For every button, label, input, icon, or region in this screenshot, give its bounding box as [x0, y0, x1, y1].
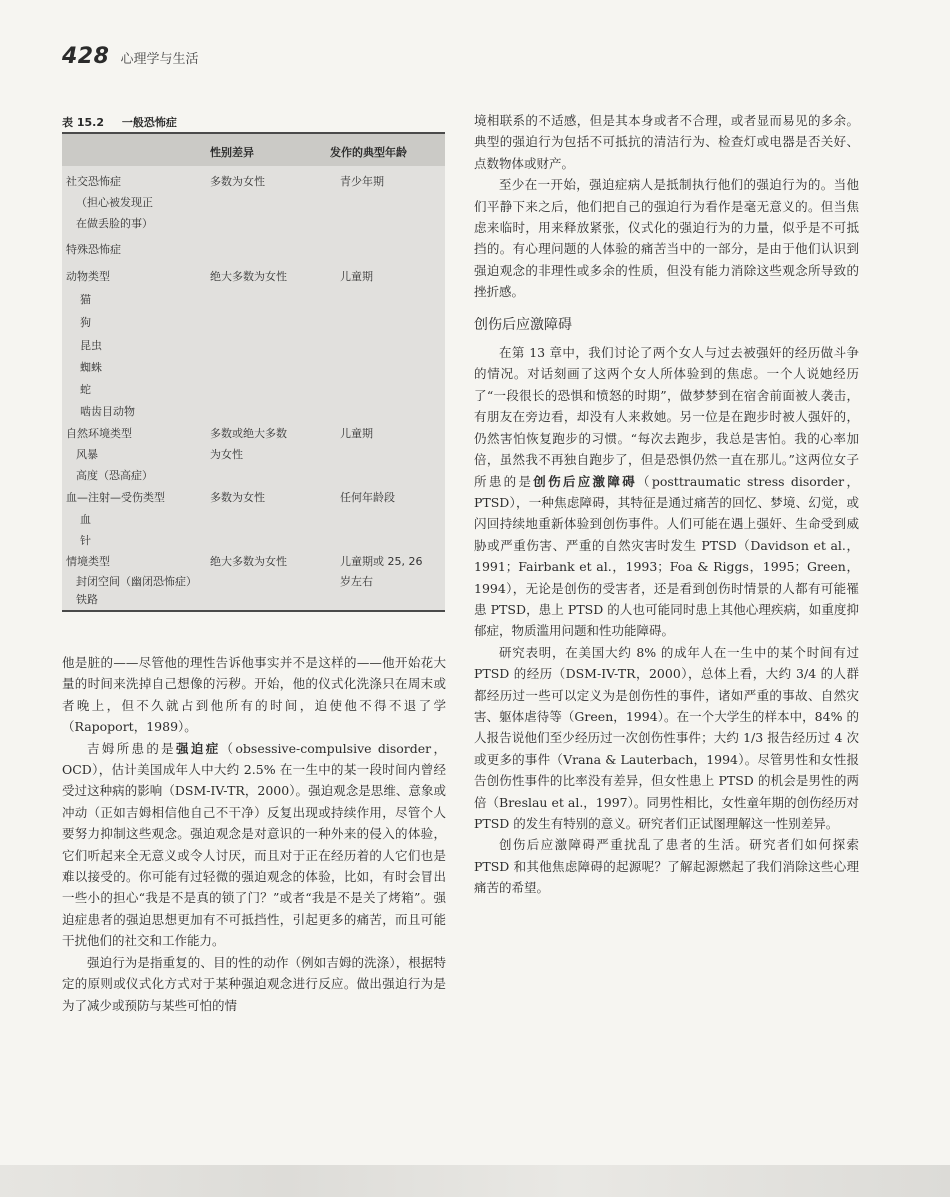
table-header-row [62, 134, 445, 166]
table-cell-age: 儿童期或 25, 26 [340, 555, 423, 568]
page-bottom-edge [0, 1165, 950, 1197]
page-header [62, 44, 199, 74]
table-cell-category: 社交恐怖症 [66, 175, 121, 188]
table-cell-category: 封闭空间（幽闭恐怖症） [76, 575, 197, 588]
table-cell-age: 青少年期 [340, 175, 384, 188]
table-cell-sex: 多数或绝大多数 [210, 427, 287, 440]
term-ocd: 强迫症 [176, 740, 221, 756]
paragraph: 境相联系的不适感，但是其本身或者不合理，或者显而易见的多余。典型的强迫行为包括不可抵抗的清洁行为、检查灯或电器是否关好、点数物体或财产。 [474, 113, 859, 171]
table-label: 表 15.2 [62, 116, 104, 129]
term-ptsd: 创伤后应激障碍 [533, 473, 638, 489]
table-cell-sex: 多数为女性 [210, 175, 265, 188]
table-cell-category: 针 [80, 534, 91, 547]
table-cell-category: 在做丢脸的事） [76, 217, 153, 230]
paragraph: 吉姆所患的是强迫症（obsessive-compulsive disorder，OCD），估计美国成年人中大约 2.5% 在一生中的某一段时间内曾经受过这种病的影响（DSM-IV-TR，2000）。强迫观念是思维、意象或冲动（正如吉姆相信他自己不干净）反复出现或持续作用，尽管个人要努力抑制这些观念。强迫观念是对意识的一种外来的侵入的体验，它们听起来全无意义或令人讨厌，而且对于正在经历着的人它们也是难以接受的。你可能有过轻微的强迫观念的体验，比如，有时会冒出一些小的担心“我是不是真的锁了门？”或者“我是不是关了烤箱”。强迫症患者的强迫思想更加有不可抵挡性，引起更多的痛苦，而且可能干扰他们的社交和工作能力。 [62, 740, 446, 949]
table-cell-category: 动物类型 [66, 270, 110, 283]
table-cell-age: 任何年龄段 [340, 491, 395, 504]
table-cell-category: 血—注射—受伤类型 [66, 491, 165, 504]
table-cell-age: 岁左右 [340, 575, 373, 588]
table-cell-category: 风暴 [76, 448, 98, 461]
table-title: 一般恐怖症 [121, 116, 177, 129]
paragraph: 研究表明，在美国大约 8% 的成年人在一生中的某个时间有过 PTSD 的经历（DSM-IV-TR，2000），总体上看，大约 3/4 的人群都经历过一些可以定义为是创伤性的事件，诸如严重的事故、自然灾害、躯体虐待等（Green，1994）。在一个大学生的样本中，84% 的人报告说他们至少经历过一次创伤性事件；大约 1/3 报告经历过 4 次或更多的事件（Vrana & Lauterbach，1994）。尽管男性和女性报告创伤性事件的比率没有差异，但女性患上 PTSD 的机会是男性的两倍（Breslau et al.，1997）。同男性相比，女性童年期的创伤经历对 PTSD 的发生有特别的意义。研究者们正试图理解这一性别差异。 [474, 644, 860, 831]
table-cell-sex: 多数为女性 [210, 491, 265, 504]
table-cell-category: 高度（恐高症） [76, 469, 153, 482]
table-cell-sex: 绝大多数为女性 [210, 555, 287, 568]
table-cell-category: 蜘蛛 [80, 361, 102, 374]
table-cell-sex: 绝大多数为女性 [210, 270, 287, 283]
table-cell-category: 狗 [80, 316, 91, 329]
paragraph: 创伤后应激障碍严重扰乱了患者的生活。研究者们如何探索 PTSD 和其他焦虑障碍的起源呢？了解起源燃起了我们消除这些心理痛苦的希望。 [474, 837, 859, 896]
table-cell-category: 自然环境类型 [66, 427, 132, 440]
table-cell-category: 情境类型 [66, 555, 110, 568]
table-cell-sex: 为女性 [210, 448, 243, 461]
paragraph: 强迫行为是指重复的、目的性的动作（例如吉姆的洗涤），根据特定的原则或仪式化方式对于某种强迫观念进行反应。做出强迫行为是为了减少或预防与某些可怕的情 [62, 954, 446, 1013]
paragraph: 在第 13 章中，我们讨论了两个女人与过去被强奸的经历做斗争的情况。对话刻画了这两个女人所体验到的焦虑。一个人说她经历了“一段很长的恐惧和愤怒的时期”，做梦梦到在宿舍前面被人袭击，有朋友在旁边看，却没有人来救她。另一位是在跑步时被人强奸的，仍然害怕恢复跑步的习惯。“每次去跑步，我总是害怕。我的心率加倍，虽然我不再独自跑步了，但是恐惧仍然一直在那儿。”这两位女子所患的是创伤后应激障碍（posttraumatic stress disorder，PTSD），一种焦虑障碍，其特征是通过痛苦的回忆、梦境、幻觉，或闪回持续地重新体验到创伤事件。人们可能在遇上强奸、生命受到威胁或严重伤害、严重的自然灾害时发生 PTSD（Davidson et al.，1991；Fairbank et al.，1993；Foa & Riggs，1995；Green，1994），无论是创伤的受害者，还是看到创伤时情景的人都有可能罹患 PTSD，患上 PTSD 的人也可能同时患上其他心理疾病，如重度抑郁症，物质滥用问题和性功能障碍。 [474, 345, 859, 639]
table-cell-category: （担心被发现正 [76, 196, 153, 209]
table-header-sex: 性别差异 [210, 146, 254, 159]
table-cell-age: 儿童期 [340, 270, 373, 283]
phobia-table [62, 132, 445, 612]
table-header-age: 发作的典型年龄 [330, 146, 407, 159]
page-number: 428 [62, 44, 110, 69]
table-cell-category: 铁路 [76, 593, 98, 606]
table-cell-category: 特殊恐怖症 [66, 243, 121, 256]
table-cell-category: 啮齿目动物 [80, 405, 135, 418]
section-heading: 创伤后应激障碍 [474, 316, 572, 333]
paragraph: 他是脏的——尽管他的理性告诉他事实并不是这样的——他开始花大量的时间来洗掉自己想像的污秽。开始，他的仪式化洗涤只在周末或者晚上，但不久就占到他所有的时间，迫使他不得不退了学（Rapoport，1989）。 [62, 655, 446, 735]
table-cell-category: 蛇 [80, 383, 91, 396]
paragraph: 至少在一开始，强迫症病人是抵制执行他们的强迫行为的。当他们平静下来之后，他们把自己的强迫行为看作是毫无意义的。但当焦虑来临时，用来释放紧张，仪式化的强迫行为的力量，似乎是不可抵挡的。有心理问题的人体验的痛苦当中的一部分，是由于他们认识到强迫观念的非理性或多余的性质，但没有能力消除这些观念所导致的挫折感。 [474, 177, 859, 300]
table-cell-category: 猫 [80, 293, 91, 306]
book-title: 心理学与生活 [120, 52, 199, 67]
left-column [62, 652, 446, 1016]
table-cell-category: 昆虫 [80, 339, 102, 352]
table-caption [62, 114, 191, 130]
table-cell-age: 儿童期 [340, 427, 373, 440]
right-column [474, 110, 859, 899]
table-cell-category: 血 [80, 513, 91, 526]
